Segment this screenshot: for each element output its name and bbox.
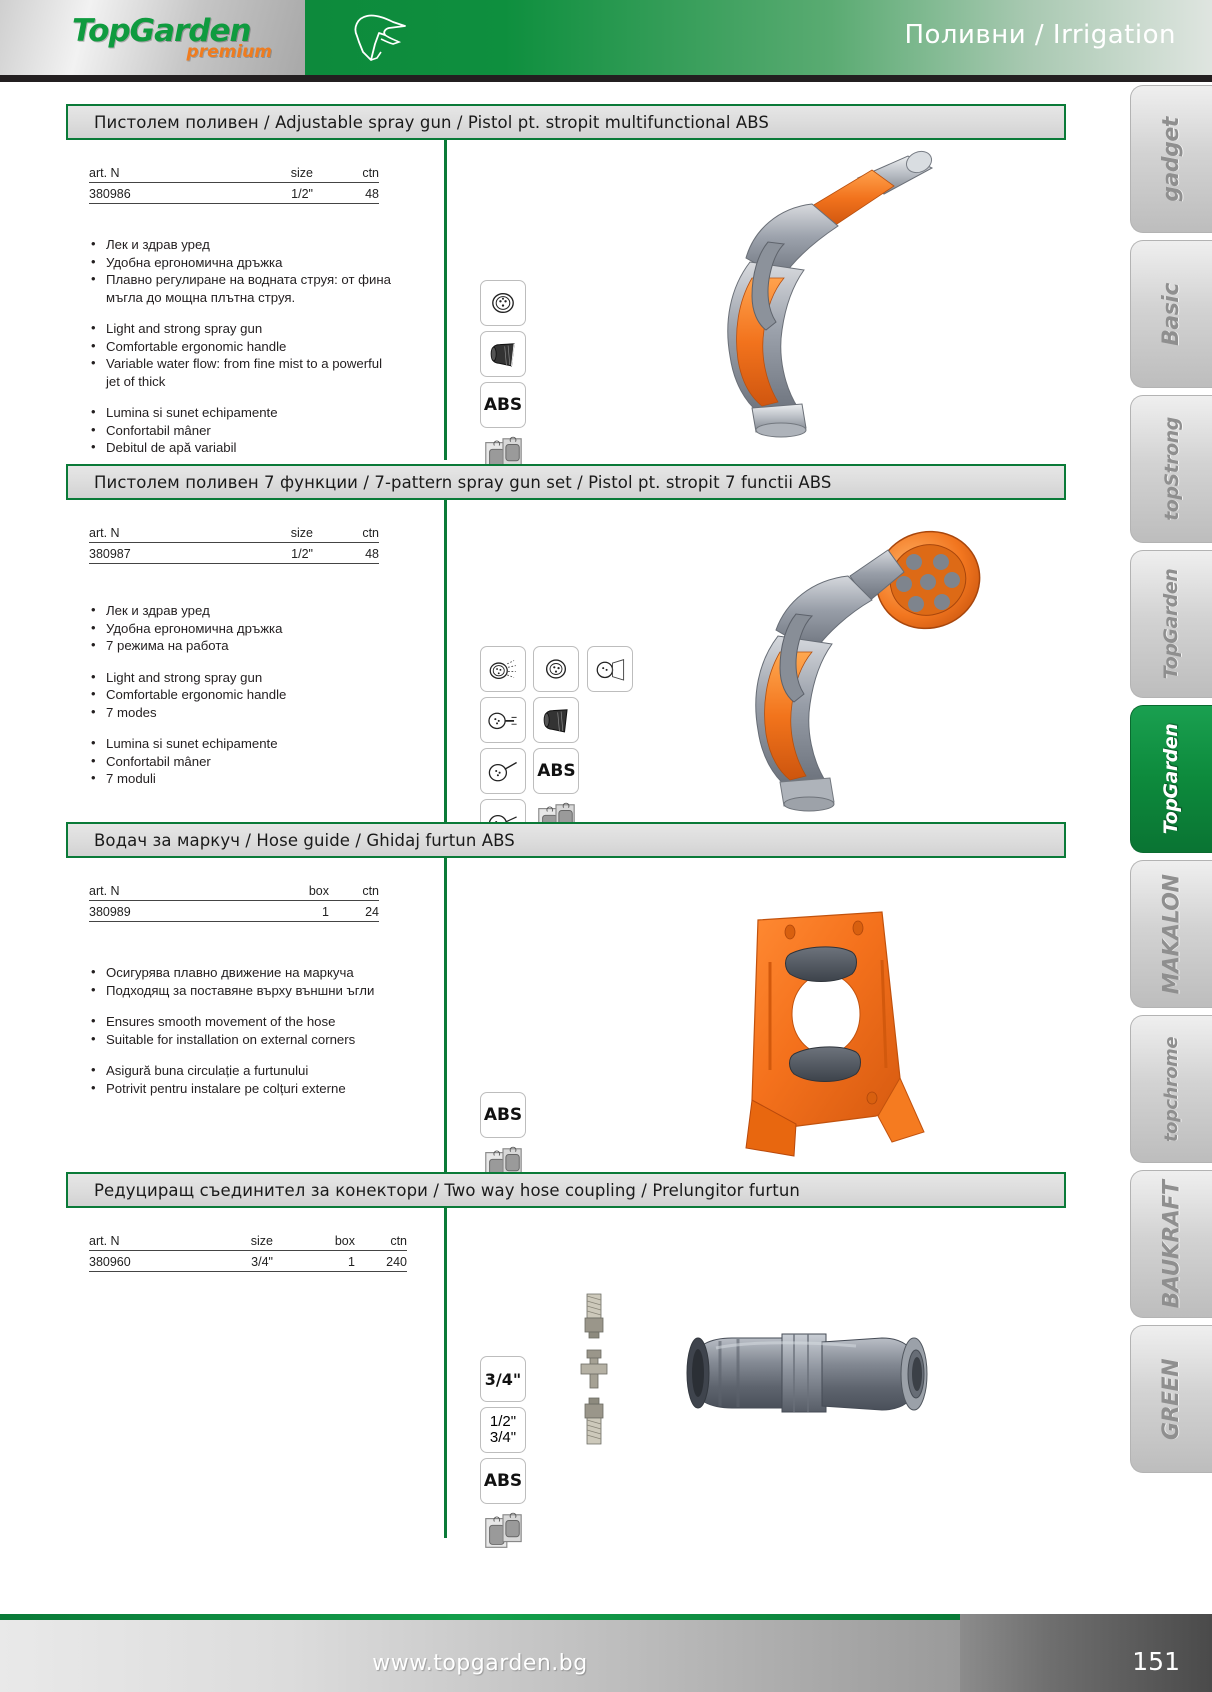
header-title-panel (305, 0, 1212, 75)
bullet-item: • 7 moduli (89, 770, 429, 788)
bullet-item: • Lumina si sunet echipamente (89, 404, 429, 422)
bullet-item: • Lumina si sunet echipamente (89, 735, 429, 753)
bullet-item: • Potrivit pentru instalare pe colțuri externe (89, 1080, 429, 1098)
bullet-item: • Comfortable ergonomic handle (89, 686, 429, 704)
spec-table-row (89, 543, 379, 564)
side-tab-label: MAKALON (1159, 874, 1184, 994)
brand-logo (72, 13, 272, 62)
bullet-text-cont: мъгла до мощна плътна струя. (106, 289, 296, 305)
nozzle-shower-icon (480, 646, 526, 692)
bullet-block-ro (89, 404, 429, 457)
spec-header-ctn: ctn (362, 526, 379, 540)
spec-header-art: art. N (89, 1234, 120, 1248)
side-tab-gadget[interactable] (1130, 85, 1212, 233)
nozzle-cone-icon (480, 331, 526, 377)
bullet-block-en (89, 1013, 429, 1048)
material-badge-abs: ABS (480, 382, 526, 428)
side-tab-label: GREEN (1159, 1358, 1184, 1440)
column-divider (444, 500, 447, 840)
page-footer (0, 1614, 1212, 1692)
bullet-text: Variable water flow: from fine mist to a powerful (106, 356, 383, 371)
bullet-item: • Confortabil mâner (89, 422, 429, 440)
spec-value-ctn: 24 (365, 905, 379, 919)
bullet-item: • Подходящ за поставяне върху външни ъгли (89, 982, 429, 1000)
page-header (0, 0, 1212, 75)
spec-value-size: 1/2" (291, 547, 313, 561)
feature-bullets (89, 602, 429, 802)
bullet-block-bg (89, 964, 429, 999)
side-tab-green-tools[interactable] (1130, 1325, 1212, 1473)
7-pattern-spray-gun-photo (636, 510, 1036, 830)
bullet-item (89, 271, 429, 306)
spec-header-size: size (250, 1234, 273, 1248)
nozzle-jet-icon (480, 697, 526, 743)
bullet-item: • Light and strong spray gun (89, 669, 429, 687)
page-title: Поливни / Irrigation (904, 20, 1176, 50)
spray-gun-outline-icon (345, 8, 415, 68)
spec-header-ctn: ctn (390, 1234, 407, 1248)
nozzle-cone-icon (533, 697, 579, 743)
bullet-item: • Asigură buna circulație a furtunului (89, 1062, 429, 1080)
spec-table (89, 884, 379, 922)
side-tab-label: TopGarden (1160, 723, 1183, 835)
nozzle-head-icon (480, 280, 526, 326)
section-title: Водач за маркуч / Hose guide / Ghidaj furtun ABS (94, 830, 515, 850)
side-tab-topgarden[interactable] (1130, 550, 1212, 698)
bullet-item: • Light and strong spray gun (89, 320, 429, 338)
bullet-item: • Suitable for installation on external corners (89, 1031, 429, 1049)
size-badge-bottom: 3/4" (489, 1429, 517, 1446)
bullet-item: • Удобна ергономична дръжка (89, 254, 429, 272)
bullet-block-en (89, 320, 429, 390)
side-tab-label: topStrong (1160, 417, 1183, 521)
side-tab-label: gadget (1159, 116, 1184, 202)
two-way-hose-coupling-photo (676, 1308, 956, 1458)
spec-value-box: 1 (348, 1255, 355, 1269)
section-body (66, 140, 1066, 460)
nozzle-head-icon (533, 646, 579, 692)
spec-header-ctn: ctn (362, 166, 379, 180)
column-divider (444, 858, 447, 1180)
size-badge-top: 1/2" (489, 1413, 517, 1430)
spec-header-box: box (334, 1234, 355, 1248)
side-tab-topstrong[interactable] (1130, 395, 1212, 543)
section-title-bar (66, 464, 1066, 500)
footer-website-url[interactable]: www.topgarden.bg (372, 1651, 588, 1676)
badge-group (480, 1356, 540, 1560)
header-divider (0, 75, 1212, 82)
bullet-item: • Лек и здрав уред (89, 236, 429, 254)
spec-header-art: art. N (89, 166, 120, 180)
spec-table-row (89, 1251, 407, 1272)
side-tab-label: TopGarden (1160, 568, 1183, 680)
bullet-item: • 7 режима на работа (89, 637, 429, 655)
bullet-block-ro (89, 735, 429, 788)
bullet-item (89, 355, 429, 390)
spec-value-art: 380989 (89, 905, 131, 919)
coupling-parts-thumbnails (571, 1292, 617, 1482)
bullet-block-ro (89, 1062, 429, 1097)
section-body (66, 858, 1066, 1180)
spec-value-size: 3/4" (251, 1255, 273, 1269)
bullet-item: • Comfortable ergonomic handle (89, 338, 429, 356)
footer-accent-line (0, 1614, 960, 1620)
header-logo-panel (0, 0, 305, 75)
spec-value-ctn: 240 (386, 1255, 407, 1269)
badge-group (480, 646, 650, 850)
product-section-2 (66, 464, 1066, 840)
bullet-text: Плавно регулиране на водната струя: от фина (106, 272, 391, 287)
section-title-bar (66, 822, 1066, 858)
bullet-item: • 7 modes (89, 704, 429, 722)
section-title-bar (66, 1172, 1066, 1208)
spec-value-box: 1 (322, 905, 329, 919)
bullet-text-cont: jet of thick (106, 373, 166, 389)
spec-header-size: size (290, 166, 313, 180)
nozzle-flat-icon (587, 646, 633, 692)
spec-value-size: 1/2" (291, 187, 313, 201)
spec-value-ctn: 48 (365, 547, 379, 561)
brand-side-tabs (1126, 85, 1212, 1515)
side-tab-topgarden-premium[interactable] (1130, 705, 1212, 853)
section-body (66, 500, 1066, 840)
badge-group (480, 280, 540, 484)
bullet-item: • Confortabil mâner (89, 753, 429, 771)
spec-table-header (89, 526, 379, 543)
spray-gun-photo (626, 150, 1006, 440)
side-tab-label: BAUKRAFT (1159, 1180, 1185, 1308)
feature-bullets (89, 236, 429, 471)
spec-header-ctn: ctn (362, 884, 379, 898)
spec-table-header (89, 884, 379, 901)
brand-logo-sub: premium (186, 42, 272, 62)
column-divider (444, 140, 447, 460)
section-title-bar (66, 104, 1066, 140)
spec-header-size: size (290, 526, 313, 540)
spec-header-art: art. N (89, 884, 120, 898)
spec-header-art: art. N (89, 526, 120, 540)
bullet-item: • Ensures smooth movement of the hose (89, 1013, 429, 1031)
spec-table-header (89, 1234, 407, 1251)
spec-value-art: 380960 (89, 1255, 131, 1269)
bullet-block-en (89, 669, 429, 722)
size-badge-half-three-quarter (480, 1407, 526, 1453)
spec-table (89, 1234, 407, 1272)
bullet-block-bg (89, 602, 429, 655)
section-title: Редуциращ съединител за конектори / Two way hose coupling / Prelungitor furtun (94, 1180, 800, 1200)
bullet-item: • Лек и здрав уред (89, 602, 429, 620)
side-tab-topchrome[interactable] (1130, 1015, 1212, 1163)
spec-table-row (89, 901, 379, 922)
bullet-item: • Удобна ергономична дръжка (89, 620, 429, 638)
material-badge-abs: ABS (480, 1458, 526, 1504)
side-tab-label: Basic (1158, 282, 1184, 346)
section-title: Пистолем поливен / Adjustable spray gun / Pistol pt. stropit multifunctional ABS (94, 112, 769, 132)
material-badge-abs: ABS (533, 748, 579, 794)
size-badge-three-quarter: 3/4" (480, 1356, 526, 1402)
product-section-1 (66, 104, 1066, 460)
product-section-4 (66, 1172, 1066, 1538)
bullet-item: • Осигурява плавно движение на маркуча (89, 964, 429, 982)
side-tab-basic[interactable] (1130, 240, 1212, 388)
feature-bullets (89, 964, 429, 1111)
bullet-item: • Debitul de apă variabil (89, 439, 429, 457)
nozzle-stream-icon (480, 748, 526, 794)
material-badge-abs: ABS (480, 1092, 526, 1138)
hose-guide-photo (686, 902, 996, 1172)
side-tab-baukraft[interactable] (1130, 1170, 1212, 1318)
spec-table-header (89, 166, 379, 183)
bullet-block-bg (89, 236, 429, 306)
section-body (66, 1208, 1066, 1538)
side-tab-makalon[interactable] (1130, 860, 1212, 1008)
product-section-3 (66, 822, 1066, 1180)
spec-table (89, 166, 379, 204)
spec-table-row (89, 183, 379, 204)
packaging-box-icon (480, 1509, 526, 1555)
section-title: Пистолем поливен 7 функции / 7-pattern spray gun set / Pistol pt. stropit 7 functii ABS (94, 472, 832, 492)
page-number: 151 (1132, 1647, 1180, 1676)
spec-value-ctn: 48 (365, 187, 379, 201)
brand-logo-top: TopGarden (72, 13, 251, 49)
spec-value-art: 380986 (89, 187, 131, 201)
column-divider (444, 1208, 447, 1538)
spec-header-box: box (308, 884, 329, 898)
spec-table (89, 526, 379, 564)
side-tab-label: topchrome (1161, 1036, 1183, 1142)
spec-value-art: 380987 (89, 547, 131, 561)
